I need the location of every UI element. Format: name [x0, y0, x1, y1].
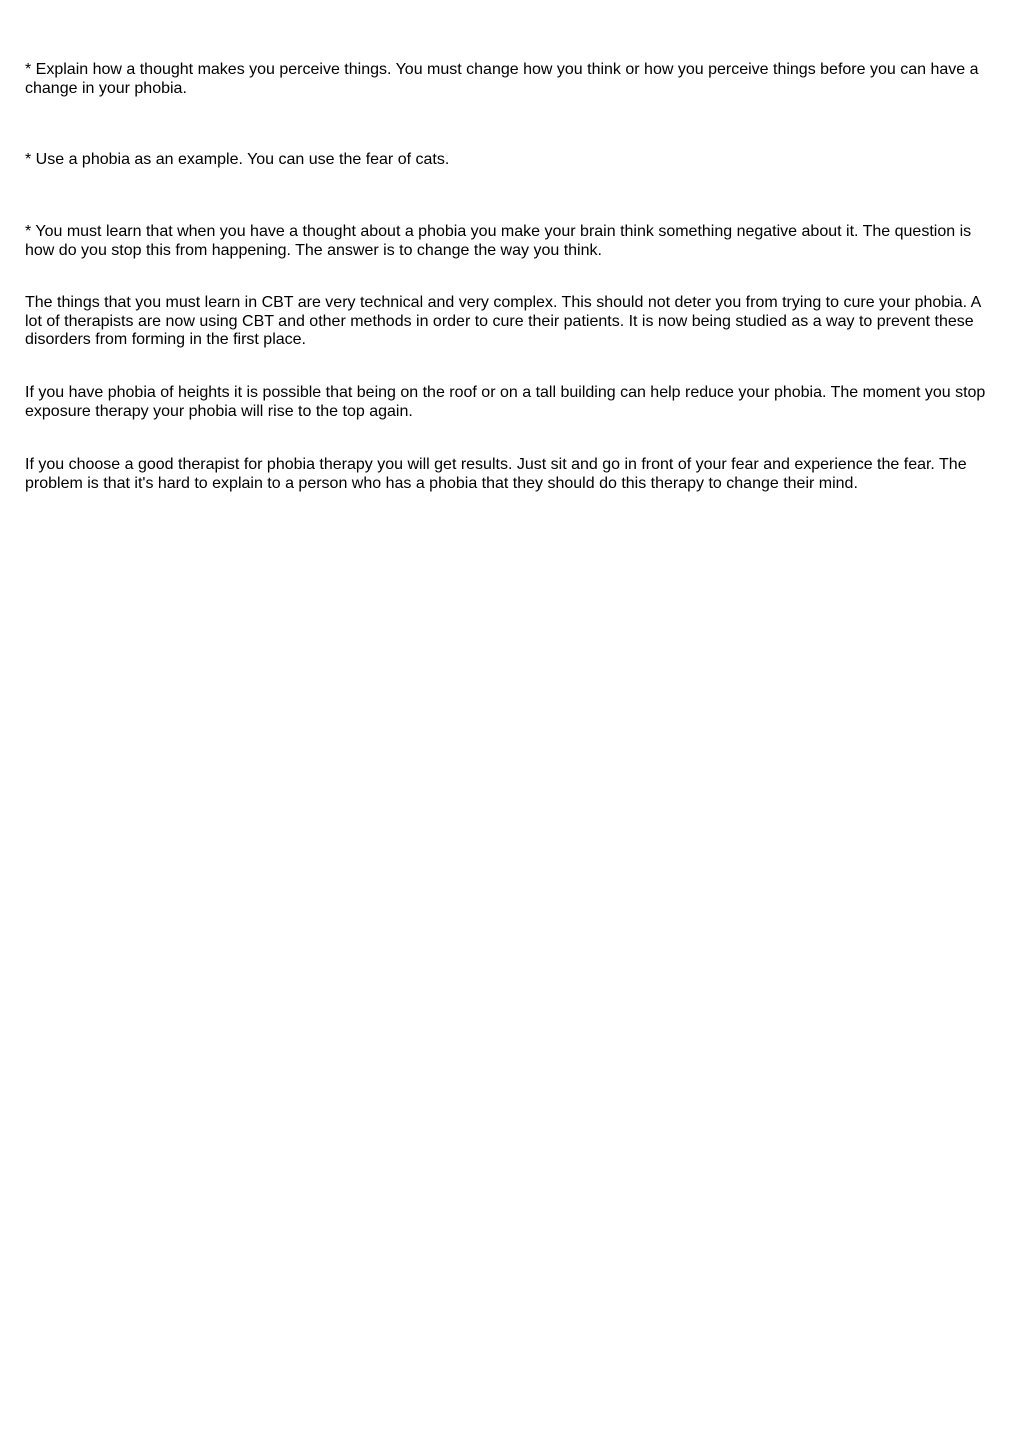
bullet-paragraph-negative-thought: * You must learn that when you have a thought about a phobia you make your brain think something negative about it. The question is how do you stop this from happening. The answer is to change the way you think. [25, 223, 972, 259]
paragraph-cbt: The things that you must learn in CBT are very technical and very complex. This should not deter you from trying to cure your phobia. A lot of therapists are now using CBT and other methods in order to cure their patients. It is now being studied as a way to prevent these disorders from forming in the first place. [25, 294, 981, 348]
paragraph-therapist: If you choose a good therapist for phobia therapy you will get results. Just sit and go in front of your fear and experience the fear. The problem is that it's hard to explain to a person who has a phobia that they should do this therapy to change their mind. [25, 456, 967, 492]
bullet-paragraph-example: * Use a phobia as an example. You can use the fear of cats. [25, 151, 450, 168]
bullet-paragraph-perception: * Explain how a thought makes you perceive things. You must change how you think or how you perceive things before you can have a change in your phobia. [25, 61, 979, 97]
paragraph-heights: If you have phobia of heights it is possible that being on the roof or on a tall building can help reduce your phobia. The moment you stop exposure therapy your phobia will rise to the top again. [25, 384, 986, 420]
